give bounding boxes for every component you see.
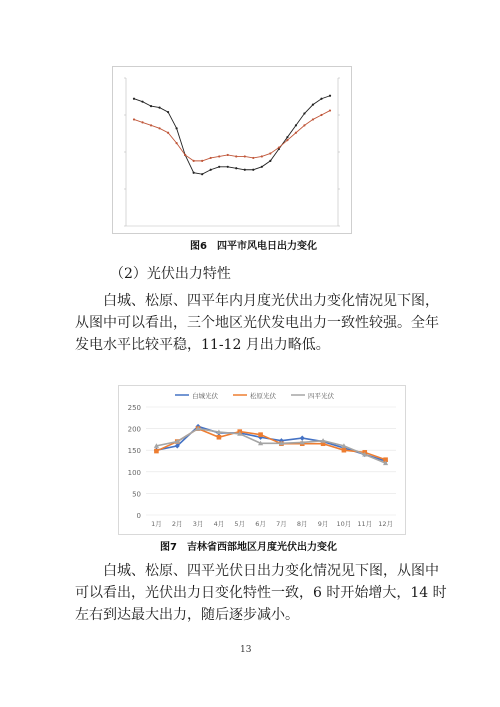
paragraph-line: 白城、松原、四平年内月度光伏出力变化情况见下图， [103,293,439,309]
data-point [201,160,203,162]
data-point [329,95,331,97]
figure-6-caption: 图6 四平市风电日出力变化 [190,241,317,252]
legend-label: 四平光伏 [308,392,334,400]
data-point [303,124,305,126]
data-point [244,169,246,171]
data-point [329,109,331,111]
data-point [286,139,288,141]
chart-frame [113,67,352,234]
data-point [269,160,271,162]
data-point [320,98,322,100]
y-tick-label: 200 [127,425,141,434]
x-tick-label: 4月 [213,520,225,528]
data-point [158,127,160,129]
y-tick-label: 250 [127,404,141,412]
data-point [269,152,271,154]
x-tick-label: 7月 [276,520,287,528]
data-point [286,136,288,138]
paragraph-1 [75,290,439,356]
data-point [252,169,254,171]
data-point [303,112,305,114]
data-point [158,107,160,109]
x-tick-label: 6月 [255,520,266,528]
paragraph-line: 左右到达最大出力，随后逐步减小。 [75,607,299,623]
figure-6-wind-chart [112,66,352,234]
x-tick-label: 8月 [296,520,308,528]
legend-label: 松原光伏 [250,392,276,400]
data-point [295,132,297,134]
legend-label: 白城光伏 [192,392,218,400]
data-point [193,172,195,174]
data-point [312,104,314,106]
data-point [227,154,229,156]
data-point [193,160,195,162]
data-point [342,448,347,453]
data-point [278,146,280,148]
data-point [320,114,322,116]
data-point [295,124,297,126]
y-tick-label: 50 [132,490,141,499]
data-point [235,167,237,169]
chart-frame [119,386,406,535]
data-point [201,173,203,175]
data-point [167,132,169,134]
x-tick-label: 10月 [336,520,352,528]
data-point [244,155,246,157]
y-tick-label: 100 [127,468,141,477]
data-point [141,121,143,123]
data-point [167,111,169,113]
x-tick-label: 12月 [378,520,393,528]
page-number: 13 [240,645,252,655]
data-point [252,157,254,159]
y-tick-label: 0 [136,512,141,520]
data-point [261,166,263,168]
x-tick-label: 3月 [192,520,204,528]
x-tick-label: 9月 [317,520,329,528]
data-point [176,127,178,129]
data-point [218,166,220,168]
x-tick-label: 5月 [234,520,246,528]
x-tick-label: 1月 [151,520,162,528]
data-point [210,157,212,159]
pv-monthly-output-chart [118,385,406,535]
data-point [176,142,178,144]
paragraph-2 [75,560,447,626]
paragraph-line: 从图中可以看出，三个地区光伏发电出力一致性较强。全年 [75,315,439,331]
wind-daily-output-chart [112,66,352,234]
data-point [218,155,220,157]
data-point [133,118,135,120]
data-point [217,435,222,440]
data-point [184,154,186,156]
x-tick-label: 2月 [171,520,183,528]
figure-7-caption: 图7 吉林省西部地区月度光伏出力变化 [160,542,337,553]
data-point [235,155,237,157]
data-point [150,124,152,126]
data-point [312,118,314,120]
paragraph-line: 发电水平比较平稳，11-12 月出力略低。 [75,337,330,353]
x-tick-label: 11月 [357,520,373,528]
data-point [141,101,143,103]
data-point [258,432,263,437]
data-point [154,449,159,454]
data-point [227,166,229,168]
paragraph-line: 白城、松原、四平光伏日出力变化情况见下图，从图中 [103,563,439,579]
y-tick-label: 150 [127,447,141,456]
data-point [133,98,135,100]
data-point [261,155,263,157]
figure-7-pv-chart [118,385,406,535]
data-point [150,105,152,107]
data-point [210,169,212,171]
paragraph-line: 可以看出，光伏出力日变化特性一致，6 时开始增大，14 时 [75,585,447,601]
section-subheading: （2）光伏出力特性 [110,266,231,282]
